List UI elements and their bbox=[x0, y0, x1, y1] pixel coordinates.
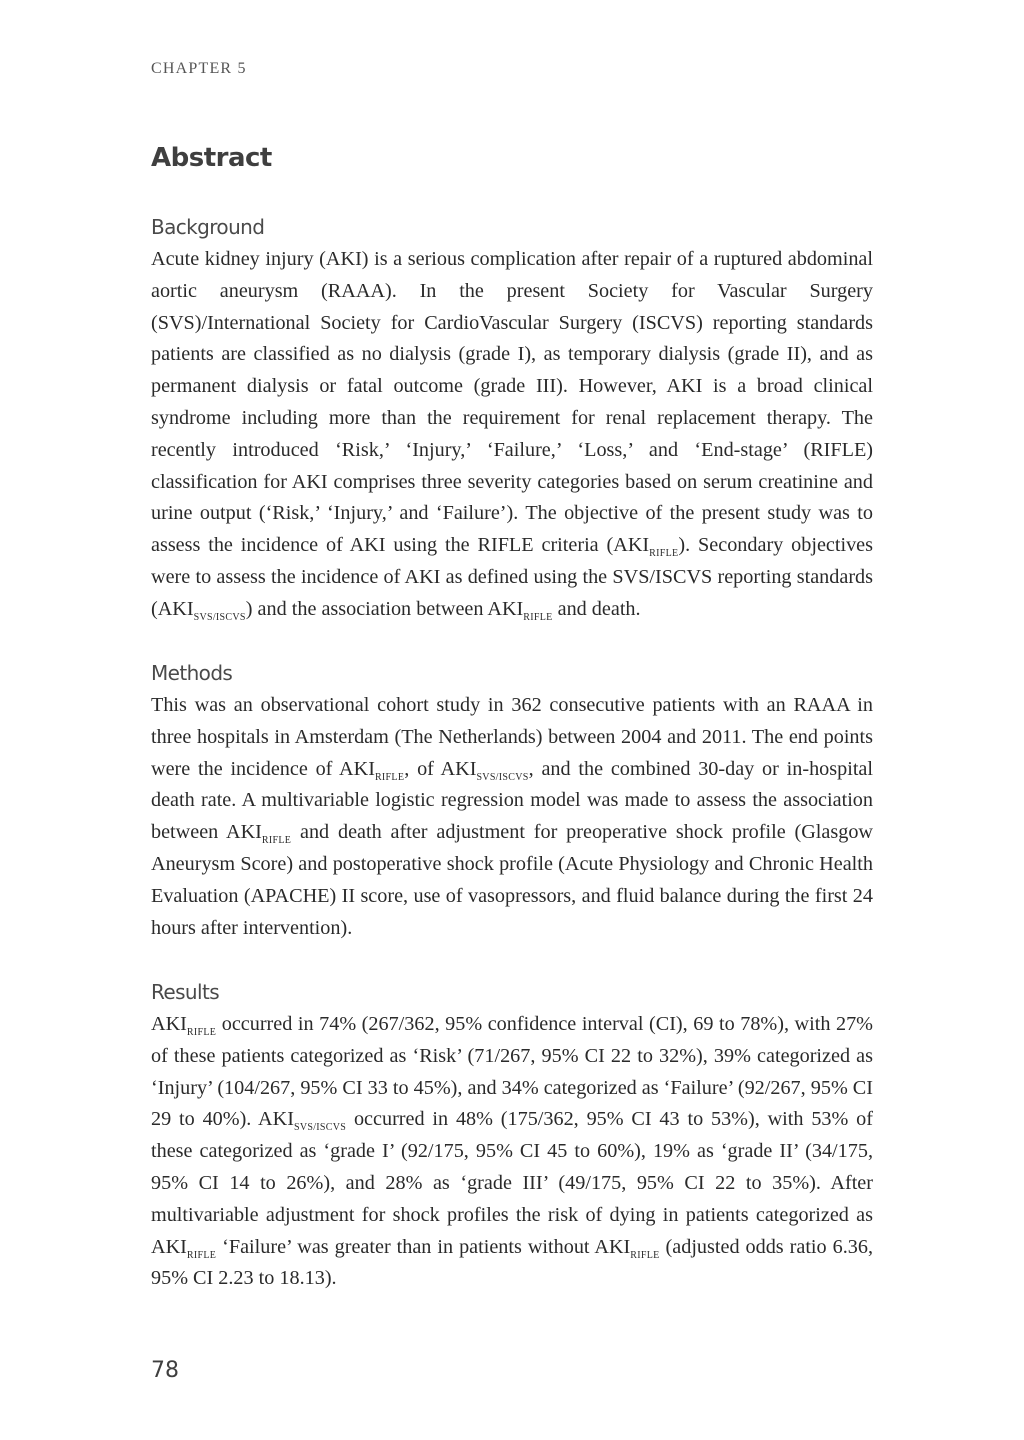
subscript: RIFLE bbox=[186, 1249, 217, 1261]
text-run: This was an observational cohort study in 362 consecutive patients with an RAAA in three hospitals in Amsterdam (The Netherlands) between 2004 and 2011. The end points were the incidence of AKI bbox=[151, 694, 873, 780]
background-section bbox=[151, 210, 873, 626]
subscript: RIFLE bbox=[374, 771, 405, 783]
methods-paragraph bbox=[151, 690, 873, 944]
results-section bbox=[151, 975, 873, 1295]
running-head: CHAPTER 5 bbox=[151, 60, 247, 77]
subscript: RIFLE bbox=[523, 611, 553, 623]
subscript: SVS/ISCVS bbox=[293, 1122, 347, 1134]
methods-heading: Methods bbox=[151, 661, 233, 685]
subscript: RIFLE bbox=[186, 1027, 217, 1038]
page-number: 78 bbox=[151, 1358, 179, 1383]
text-run: ). Secondary objectives were to assess the incidence of AKI as defined using the SVS/ISCVS reporting standards (AKI bbox=[151, 534, 873, 620]
subscript: SVS/ISCVS bbox=[476, 771, 529, 783]
abstract-title: Abstract bbox=[151, 143, 272, 173]
subscript: RIFLE bbox=[261, 835, 292, 847]
text-run: , and the combined 30-day or in-hospital death rate. A multivariable logistic regression model was made to assess the association between AKI bbox=[151, 757, 873, 844]
text-run: , of AKI bbox=[404, 757, 477, 780]
results-paragraph bbox=[151, 1009, 873, 1295]
background-paragraph bbox=[151, 244, 873, 626]
text-run: ) and the association between AKI bbox=[245, 597, 524, 620]
text-run: occurred in 48% (175/362, 95% CI 43 to 53%), with 53% of these categorized as ‘grade I’ (92/175, 95% CI 45 to 60%), 19% as ‘grade II’ (34/175, 95% CI 14 to 26%), and 28% as ‘grade III’ (49/175, 95% CI 22 to 35%). After multivariable adjustment for shock profiles the risk of dying in patients categorized as AKI bbox=[151, 1108, 873, 1258]
subscript: RIFLE bbox=[649, 548, 679, 560]
subscript: SVS/ISCVS bbox=[193, 611, 246, 623]
background-heading: Background bbox=[151, 215, 265, 239]
text-run: (adjusted odds ratio 6.36, 95% CI 2.23 to 18.13). bbox=[151, 1235, 873, 1290]
text-run: AKI bbox=[151, 1013, 187, 1035]
text-run: ‘Failure’ was greater than in patients without AKI bbox=[216, 1235, 631, 1258]
results-heading: Results bbox=[151, 980, 220, 1004]
text-run: occurred in 74% (267/362, 95% confidence interval (CI), 69 to 78%), with 27% of these patients categorized as ‘Risk’ (71/267, 95% CI 22 to 32%), 39% categorized as ‘Injury’ (104/267, 95% CI 33 to 45%), and 34% categorized as ‘Failure’ (92/267, 95% CI 29 to 40%). AKI bbox=[151, 1013, 873, 1131]
text-run: Acute kidney injury (AKI) is a serious complication after repair of a ruptured abdominal aortic aneurysm (RAAA). In the present Society for Vascular Surgery (SVS)/International Society for CardioVascular Surgery (ISCVS) reporting standards patients are classified as no dialysis (grade I), as temporary dialysis (grade II), and as permanent dialysis or fatal outcome (grade III). However, AKI is a broad clinical syndrome including more than the requirement for renal replacement therapy. The recently introduced ‘Risk,’ ‘Injury,’ ‘Failure,’ ‘Loss,’ and ‘End-stage’ (RIFLE) classification for AKI comprises three severity categories based on serum creatinine and urine output (‘Risk,’ ‘Injury,’ and ‘Failure’). The objective of the present study was to assess the incidence of AKI using the RIFLE criteria (AKI bbox=[151, 248, 873, 557]
text-run: and death after adjustment for preoperative shock profile (Glasgow Aneurysm Score) and postoperative shock profile (Acute Physiology and Chronic Health Evaluation (APACHE) II score, use of vasopressors, and fluid balance during the first 24 hours after intervention). bbox=[151, 821, 873, 939]
methods-section bbox=[151, 656, 873, 944]
subscript: RIFLE bbox=[630, 1249, 660, 1261]
text-run: and death. bbox=[552, 597, 641, 620]
